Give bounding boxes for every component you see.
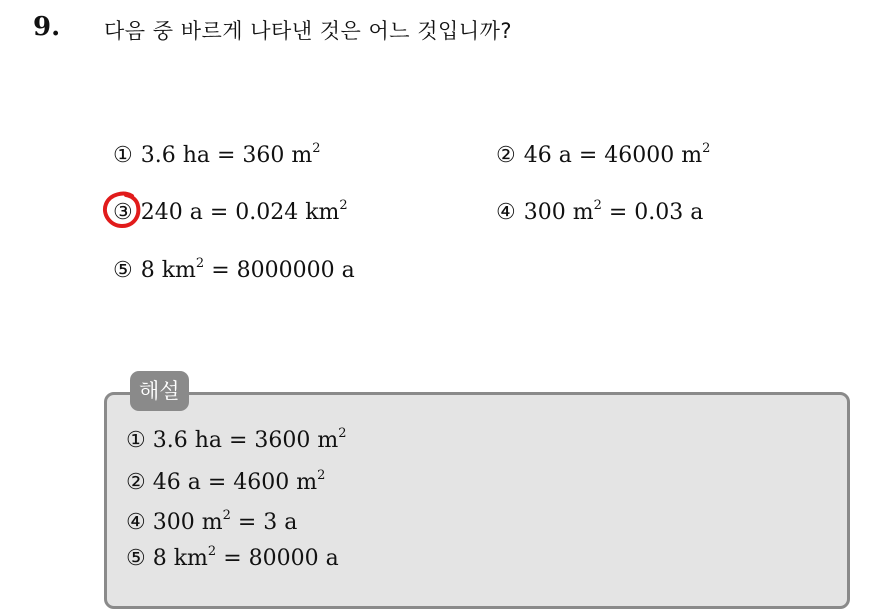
exponent: 2 xyxy=(195,256,205,271)
exponent: 2 xyxy=(222,508,231,523)
choice-4 xyxy=(496,200,703,225)
solution-box xyxy=(104,392,850,609)
solution-expression-rest: = 80000 a xyxy=(216,546,339,571)
exponent: 2 xyxy=(312,141,321,156)
exponent: 2 xyxy=(207,544,217,559)
choice-expression: 3.6 ha = 360 m xyxy=(140,143,313,168)
choice-3 xyxy=(113,200,348,225)
choice-expression-rest: = 0.03 a xyxy=(601,200,704,225)
choice-number: ② xyxy=(496,143,516,168)
choice-expression-rest: = 8000000 a xyxy=(204,258,355,283)
choice-expression: 46 a = 46000 m xyxy=(523,143,703,168)
solution-expression: 46 a = 4600 m xyxy=(152,470,318,495)
exponent: 2 xyxy=(338,426,347,441)
exponent: 2 xyxy=(702,141,711,156)
solution-expression: 300 m xyxy=(152,510,223,535)
solution-expression: 3.6 ha = 3600 m xyxy=(152,428,339,453)
choice-2 xyxy=(496,143,710,168)
choice-expression: 240 a = 0.024 km xyxy=(140,200,340,225)
choice-number: ③ xyxy=(113,200,133,225)
solution-expression: 8 km xyxy=(152,546,208,571)
solution-number: ① xyxy=(126,428,146,453)
solution-number: ⑤ xyxy=(126,546,146,571)
solution-label: 해설 xyxy=(130,371,189,411)
choice-number: ⑤ xyxy=(113,258,133,283)
choice-number: ④ xyxy=(496,200,516,225)
exponent: 2 xyxy=(339,198,348,213)
question-number: 9. xyxy=(33,12,61,42)
solution-number: ④ xyxy=(126,510,146,535)
choice-5 xyxy=(113,258,355,283)
choice-number: ① xyxy=(113,143,133,168)
question-text: 다음 중 바르게 나타낸 것은 어느 것입니까? xyxy=(104,19,513,43)
choice-expression: 300 m xyxy=(523,200,594,225)
solution-expression-rest: = 3 a xyxy=(230,510,298,535)
solution-line-4 xyxy=(126,546,339,571)
exponent: 2 xyxy=(593,198,602,213)
choice-expression: 8 km xyxy=(140,258,196,283)
solution-line-2 xyxy=(126,470,325,495)
solution-line-1 xyxy=(126,428,347,453)
solution-number: ② xyxy=(126,470,146,495)
choice-1 xyxy=(113,143,321,168)
exponent: 2 xyxy=(317,468,326,483)
solution-line-3 xyxy=(126,510,297,535)
